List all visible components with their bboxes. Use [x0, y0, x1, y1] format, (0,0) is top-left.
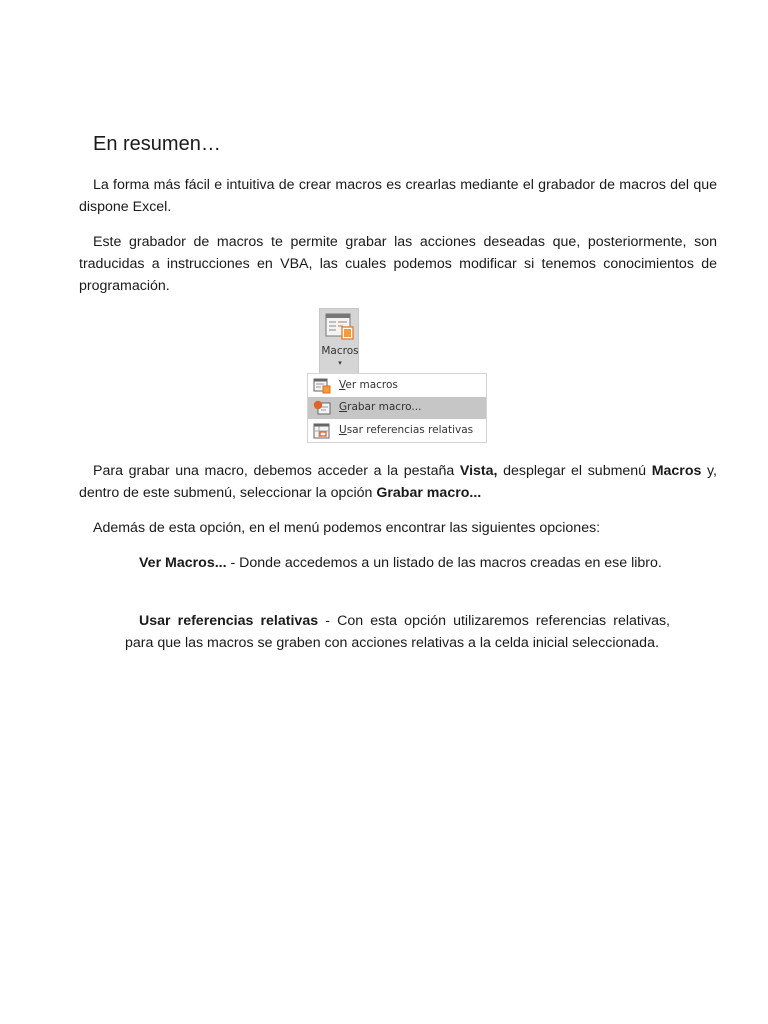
option-referencias-relativas: Usar referencias relativas - Con esta opción utilizaremos referencias relativas, para que las macros se graben con acciones relativas a la celda inicial seleccionada. [125, 613, 670, 651]
macros-ribbon-button[interactable] [319, 308, 359, 374]
bold-vista: Vista, [459, 463, 498, 479]
menu-label-ver-macros: Ver macros [339, 379, 398, 391]
paragraph-how-to-record: Para grabar una macro, debemos acceder a la pestaña Vista, desplegar el submenú Macros y, dentro de este submenú, seleccionar la opción Grabar macro... [79, 463, 717, 501]
view-macros-icon [313, 378, 331, 398]
macros-dropdown-menu [307, 373, 487, 443]
menu-label-grabar-macro: Grabar macro... [339, 401, 422, 413]
menu-item-ver-macros[interactable] [308, 375, 486, 397]
chevron-down-icon: ▾ [338, 360, 342, 367]
bold-grabar-macro: Grabar macro... [376, 485, 482, 501]
bold-macros: Macros [651, 463, 702, 479]
macros-button-label: Macros [321, 345, 359, 357]
menu-item-usar-referencias-relativas[interactable] [308, 420, 486, 442]
menu-item-grabar-macro[interactable] [308, 397, 486, 419]
option-ver-macros: Ver Macros... - Donde accedemos a un listado de las macros creadas en ese libro. [139, 555, 662, 571]
menu-label-usar-referencias-relativas: Usar referencias relativas [339, 424, 474, 436]
paragraph-options-intro: Además de esta opción, en el menú podemos encontrar las siguientes opciones: [93, 520, 601, 536]
paragraph-recorder: Este grabador de macros te permite grabar las acciones deseadas que, posteriormente, son traducidas a instrucciones en VBA, las cuales podemos modificar si tenemos conocimientos de programación. [79, 234, 717, 294]
relative-references-icon [313, 423, 331, 443]
paragraph-intro: La forma más fácil e intuitiva de crear macros es crearlas mediante el grabador de macros del que dispone Excel. [79, 177, 717, 215]
record-macro-icon [313, 400, 331, 420]
section-heading: En resumen… [93, 133, 221, 155]
macros-icon [325, 312, 355, 347]
